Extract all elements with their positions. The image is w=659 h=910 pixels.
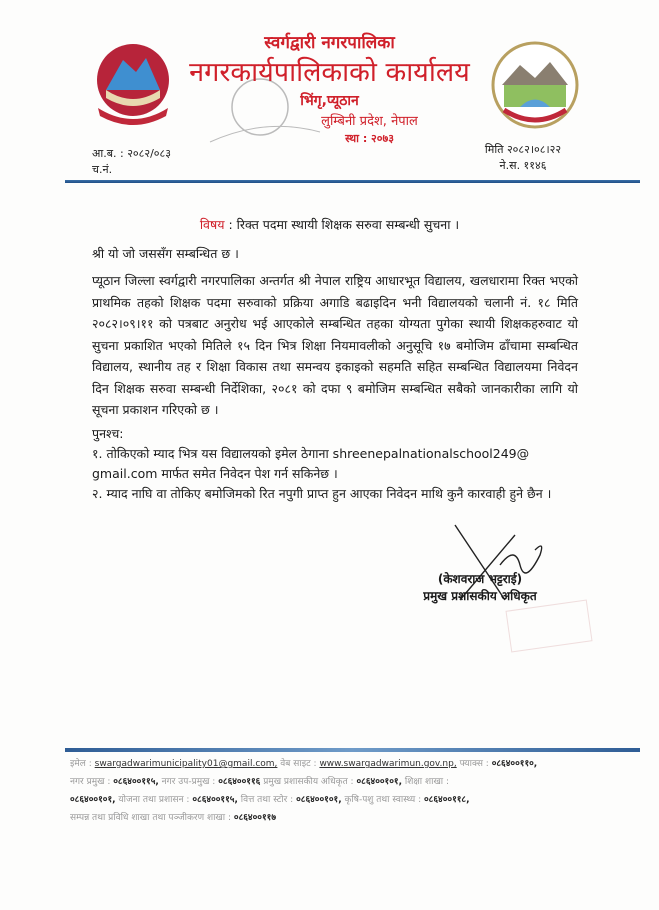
header-divider [65, 180, 640, 183]
subject-line [0, 216, 659, 233]
website-link[interactable]: www.swargadwarimun.gov.np, [319, 759, 457, 769]
subject-text: : रिक्त पदमा स्थायी शिक्षक सरुवा सम्बन्धी सुचना । [228, 217, 460, 232]
mayor-phone: ०८६४००११५, [113, 777, 159, 787]
cao-phone: ०८६४००१०१, [356, 777, 403, 787]
planning-phone: ०८६४००११५, [192, 795, 238, 805]
body-paragraph: प्यूठान जिल्ला स्वर्गद्वारी नगरपालिका अन्तर्गत श्री नेपाल राष्ट्रिय आधारभूत विद्यालय, खलधारामा रिक्त भएको प्राथमिक तहको शिक्षक पदमा सरुवाको प्रक्रिया अगाडि बढाइदिन भनी विद्यालयको चलानी नं. १८ मिति २०८२।०९।११ को पत्रबाट अनुरोध भई आएकोले सम्बन्धित तहका योग्यता पुगेका स्थायी शिक्षकहरुवाट यो सुचना प्रकाशित भएको मितिले १५ दिन भित्र शिक्षा नियमावलीको अनुसूचि १७ बमोजिम ढाँचामा सम्बन्धित विद्यालय, स्थानीय तह र शिक्षा विकास तथा समन्वय इकाइको सहमति सहित सम्बन्धित विद्यालयमा निवेदन दिन शिक्षक सरुवा सम्बन्धी निर्देशिका, २०८१ को दफा ९ बमोजिम सम्बन्धित सबैको जानकारीका लागि यो सूचना प्रकाशन गरिएको छ । [92, 273, 578, 417]
signatory-name: (केशवराज भट्टराई) [437, 572, 523, 586]
postscript-item: १. तोकिएको म्याद भित्र यस विद्यालयको इमेल ठेगाना shreenepalnationalschool249@ gmail.com मार्फत समेत निवेदन पेश गर्न सकिनेछ । [92, 446, 530, 481]
office-location: भिंगृ,प्यूठान [300, 93, 359, 109]
signatory-stamp [505, 599, 592, 652]
deputy-phone: ०८६४००११६ [218, 777, 261, 787]
agriculture-phone: ०८६४००११८, [423, 795, 470, 805]
letter-date: मिति २०८२।०८।२२ [484, 143, 562, 156]
registration-phone: ०८६४००११७ [233, 813, 277, 823]
salutation: श्री यो जो जससँग सम्बन्धित छ । [92, 246, 239, 261]
fax-number: ०८६४००११०, [491, 759, 538, 769]
footer-divider [65, 748, 640, 752]
footer-contact: इमेल : swargadwarimunicipality01@gmail.com, वेब साइट : www.swargadwarimun.gov.np, फ्याक्स : ०८६४००११०, नगर प्रमुख : ०८६४००११५, नगर उप-प्रमुख : ०८६४००११६ प्रमुख प्रशासकीय अधिकृत : ०८६४००१०१, शिक्षा शाखा : ०८६४००१०१, योजना तथा प्रशासन : ०८६४००११५, वित्त तथा स्टोर : ०८६४००१०१, कृषि-पशु तथा स्वास्थ्य : ०८६४००११८, सम्पन्न तथा प्रविधि शाखा तथा पञ्जीकरण शाखा : ०८६४००११७ [70, 759, 538, 823]
finance-phone: ०८६४००१०१, [296, 795, 342, 805]
email-link[interactable]: swargadwarimunicipality01@gmail.com, [94, 759, 278, 769]
fiscal-year: आ.ब. : २०८२/०८३ [92, 147, 171, 160]
postscript-item: २. म्याद नाघि वा तोकिए बमोजिमको रित नपुगी प्राप्त हुन आएका निवेदन माथि कुनै कारवाही हुने छैन । [92, 486, 552, 501]
education-phone: ०८६४००१०१, [70, 795, 116, 805]
postscript [92, 424, 578, 504]
established: स्था : २०७३ [345, 132, 394, 145]
dispatch-number: च.नं. [92, 163, 113, 176]
nepal-sambat: ने.स. ११४६ [499, 159, 547, 172]
municipality-name: स्वर्गद्वारी नगरपालिका [264, 33, 395, 53]
signatory-title: प्रमुख प्रशासकीय अधिकृत [423, 589, 537, 603]
subject-label: विषय [199, 217, 225, 232]
province: लुम्बिनी प्रदेश, नेपाल [321, 114, 418, 129]
office-title: नगरकार्यपालिकाको कार्यालय [189, 57, 470, 88]
postscript-title: पुनश्च: [92, 426, 124, 441]
